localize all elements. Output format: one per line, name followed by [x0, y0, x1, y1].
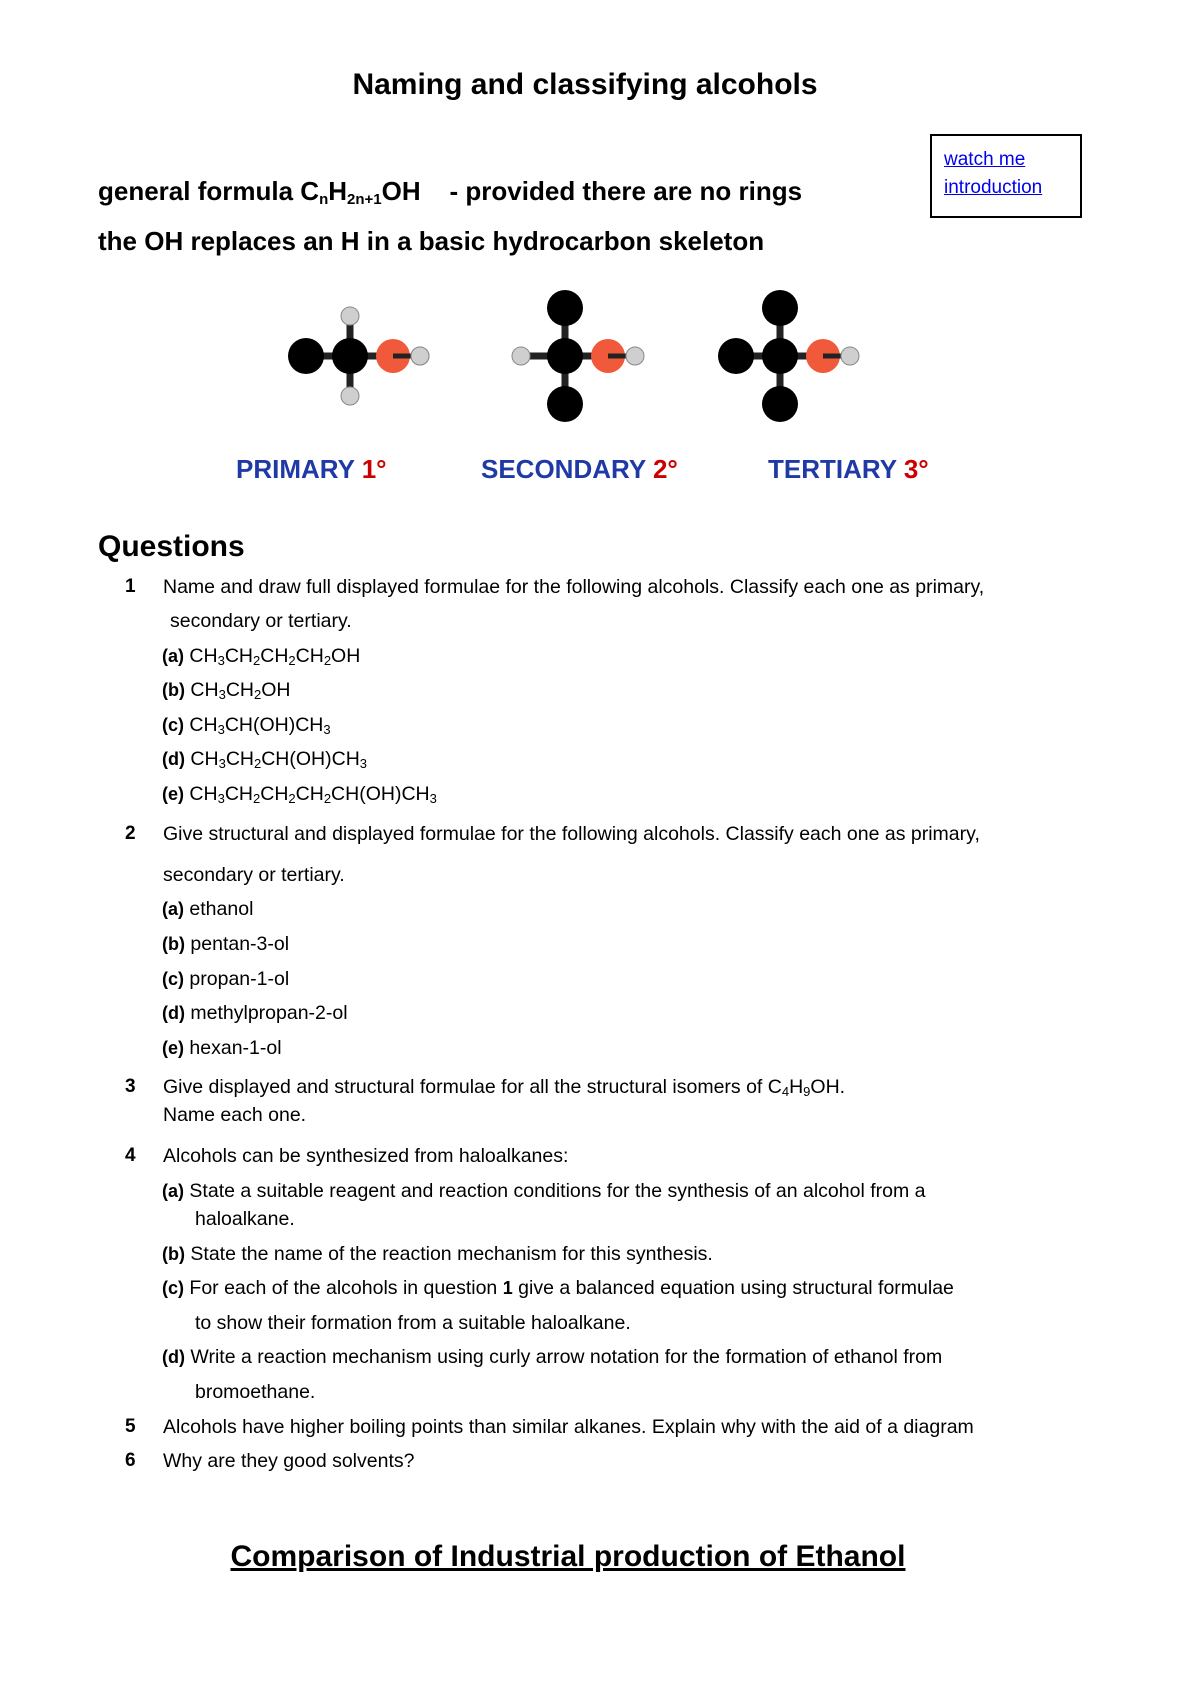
hydrogen-atom [841, 347, 859, 365]
secondary-label: SECONDARY 2° [481, 454, 678, 484]
q3-text: Give displayed and structural formulae for all the structural isomers of $C_4H_9OH$. [163, 1076, 846, 1099]
carbon-atom [547, 338, 583, 374]
carbon-atom [762, 338, 798, 374]
q4a-cont: haloalkane. [195, 1208, 295, 1230]
tertiary-label: TERTIARY 3° [768, 454, 929, 484]
q1-item: (a) $CH_3CH_2CH_2CH_2OH$ [162, 645, 361, 668]
q2-number: 2 [125, 823, 136, 844]
q3-number: 3 [125, 1076, 136, 1097]
q2-item: (d) methylpropan-2-ol [162, 1002, 348, 1024]
q2-text: Give structural and displayed formulae for the following alcohols. Classify each one as primary, [163, 823, 980, 845]
carbon-atom [288, 338, 324, 374]
hydrogen-atom [512, 347, 530, 365]
general-formula-label: general formula [98, 176, 301, 206]
carbon-atom [718, 338, 754, 374]
q1-item: (c) $CH_3CH(OH)CH_3$ [162, 714, 331, 737]
q6-text: Why are they good solvents? [163, 1450, 415, 1472]
q2-text-cont: secondary or tertiary. [163, 864, 345, 886]
carbon-atom [547, 386, 583, 422]
q4d-cont: bromoethane. [195, 1381, 316, 1403]
q4b: (b) State the name of the reaction mechanism for this synthesis. [162, 1243, 713, 1265]
q2-item: (a) ethanol [162, 898, 254, 920]
page-title: Naming and classifying alcohols [352, 68, 818, 101]
q4-text: Alcohols can be synthesized from haloalkanes: [163, 1145, 569, 1167]
hydrogen-atom [341, 307, 359, 325]
q2-item: (e) hexan-1-ol [162, 1037, 282, 1059]
tertiary-alcohol-model [700, 288, 860, 428]
oh-replaces-line: the OH replaces an H in a basic hydrocarbon skeleton [98, 226, 765, 256]
industrial-ethanol-heading: Comparison of Industrial production of Ethanol [230, 1540, 906, 1573]
q3-text-cont: Name each one. [163, 1104, 307, 1126]
carbon-atom [762, 386, 798, 422]
q5-text: Alcohols have higher boiling points than similar alkanes. Explain why with the aid of a diagram [163, 1416, 974, 1438]
general-formula-line: general formula $C_nH_{2n+1}OH$ - provided there are no rings [98, 176, 803, 208]
hydrogen-atom [626, 347, 644, 365]
carbon-atom [547, 290, 583, 326]
q1-text: Name and draw full displayed formulae for the following alcohols. Classify each one as primary, [163, 576, 985, 598]
hydrogen-atom [341, 387, 359, 405]
q2-item: (b) pentan-3-ol [162, 933, 290, 955]
q1-item: (d) $CH_3CH_2CH(OH)CH_3$ [162, 748, 368, 771]
q1-item: (b) $CH_3CH_2OH$ [162, 679, 291, 702]
q1-text-cont: secondary or tertiary. [170, 610, 352, 632]
carbon-atom [762, 290, 798, 326]
q4d: (d) Write a reaction mechanism using curly arrow notation for the formation of ethanol from [162, 1346, 943, 1368]
carbon-atom [332, 338, 368, 374]
q2-item: (c) propan-1-ol [162, 968, 290, 990]
q4-number: 4 [125, 1145, 136, 1166]
q6-number: 6 [125, 1450, 136, 1471]
watch-me-link[interactable]: watch me introduction [944, 149, 1043, 198]
questions-heading: Questions [98, 530, 245, 563]
q1-item: (e) $CH_3CH_2CH_2CH_2CH(OH)CH_3$ [162, 783, 437, 806]
secondary-alcohol-model [485, 288, 645, 428]
primary-alcohol-model [270, 288, 430, 428]
q5-number: 5 [125, 1416, 136, 1437]
rings-note: - provided there are no rings [449, 176, 803, 206]
q4c-cont: to show their formation from a suitable haloalkane. [195, 1312, 631, 1334]
q4c: (c) For each of the alcohols in question 1 give a balanced equation using structural formulae [162, 1277, 954, 1299]
q1-number: 1 [125, 576, 136, 597]
primary-label: PRIMARY 1° [236, 454, 387, 484]
q4a: (a) State a suitable reagent and reaction conditions for the synthesis of an alcohol from a [162, 1180, 926, 1202]
